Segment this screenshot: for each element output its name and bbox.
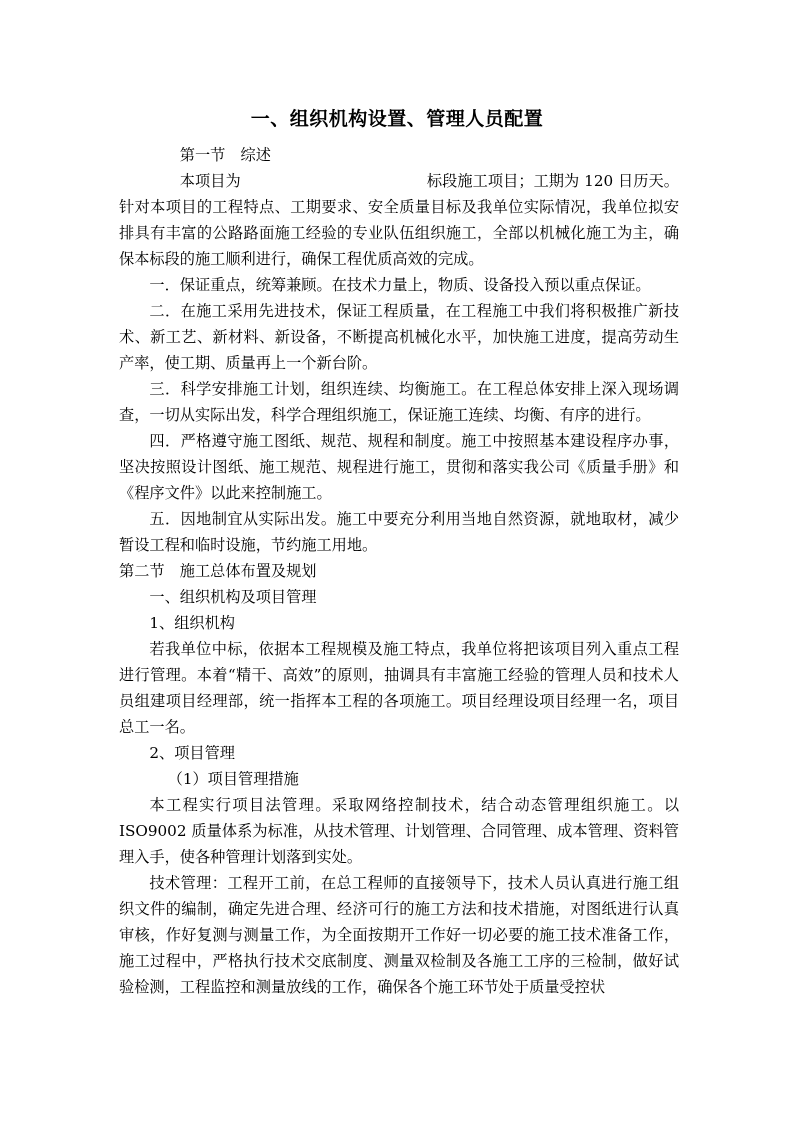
intro-text-rest: 标段施工项目；工期为 120 日历天。针对本项目的工程特点、工期要求、安全质量目标及我单位实际情况，我单位拟安排具有丰富的公路路面施工经验的专业队伍组织施工，全部以机械化施工为主，确保本标段的施工顺利进行，确保工程优质高效的完成。 [119,172,679,268]
section-2-title: 施工总体布置及规划 [179,562,317,580]
principle-5: 五．因地制宜从实际出发。施工中要充分利用当地自然资源，就地取材，减少暂设工程和临时设施，节约施工用地。 [119,510,679,554]
subheading-org-and-management: 一、组织机构及项目管理 [149,588,317,606]
principle-1: 一．保证重点，统筹兼顾。在技术力量上，物质、设备投入预以重点保证。 [149,276,651,294]
subheading-project-management: 2、项目管理 [149,744,235,762]
document-body [119,142,679,1000]
section-1-number: 第一节 [179,146,226,164]
principle-4: 四．严格遵守施工图纸、规范、规程和制度。施工中按照基本建设程序办事，坚决按照设计图纸、施工规范、规程进行施工，贯彻和落实我公司《质量手册》和《程序文件》以此来控制施工。 [119,432,679,502]
management-paragraph: 本工程实行项目法管理。采取网络控制技术，结合动态管理组织施工。以ISO9002 质量体系为标准，从技术管理、计划管理、合同管理、成本管理、资料管理入手，使各种管理计划落到实处。 [119,796,679,866]
intro-text-start: 本项目为 [179,172,241,190]
page-title: 一、组织机构设置、管理人员配置 [250,108,544,130]
section-2-number: 第二节 [119,562,165,580]
subheading-organization: 1、组织机构 [149,614,235,632]
section-1-heading [119,142,679,168]
section-1-title: 综述 [240,146,271,164]
intro-paragraph [119,168,679,272]
principle-3: 三．科学安排施工计划，组织连续、均衡施工。在工程总体安排上深入现场调查，一切从实际出发，科学合理组织施工，保证施工连续、均衡、有序的进行。 [119,380,679,424]
organization-paragraph: 若我单位中标，依据本工程规模及施工特点，我单位将把该项目列入重点工程进行管理。本着“精干、高效”的原则，抽调具有丰富施工经验的管理人员和技术人员组建项目经理部，统一指挥本工程的各项施工。项目经理设项目经理一名，项目总工一名。 [119,640,679,736]
principle-2: 二．在施工采用先进技术，保证工程质量，在工程施工中我们将积极推广新技术、新工艺、新材料、新设备，不断提高机械化水平，加快施工进度，提高劳动生产率，使工期、质量再上一个新台阶。 [119,302,679,372]
section-2-heading [119,558,679,584]
subheading-management-measures: （1）项目管理措施 [167,770,299,788]
technical-management-paragraph: 技术管理：工程开工前，在总工程师的直接领导下，技术人员认真进行施工组织文件的编制，确定先进合理、经济可行的施工方法和技术措施，对图纸进行认真审核，作好复测与测量工作，为全面按期开工作好一切必要的施工技术准备工作，施工过程中，严格执行技术交底制度、测量双检制及各施工工序的三检制，做好试验检测，工程监控和测量放线的工作，确保各个施工环节处于质量受控状 [119,874,679,996]
